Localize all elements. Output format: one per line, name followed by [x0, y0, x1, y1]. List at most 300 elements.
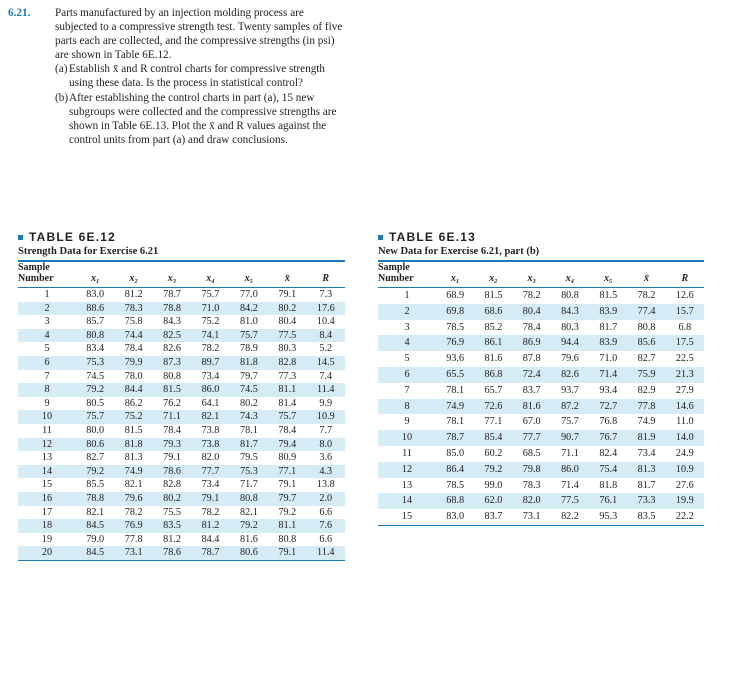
- table-row: [18, 397, 345, 411]
- table-cell: 78.5: [446, 479, 465, 491]
- table-cell: 81.6: [522, 400, 541, 412]
- table-cell: 79.5: [239, 452, 258, 464]
- table-cell: 93.6: [446, 353, 465, 365]
- table-cell: 93.4: [599, 384, 618, 396]
- table-cell: 80.4: [278, 316, 297, 328]
- table-cell: 82.7: [86, 452, 105, 464]
- table-cell: 69.8: [446, 305, 465, 317]
- table-cell: 81.5: [484, 290, 503, 301]
- table-cell: 75.2: [201, 316, 220, 328]
- table-cell: 10.9: [316, 411, 335, 423]
- table-cell: 5: [44, 343, 50, 355]
- table-cell: 71.7: [239, 479, 258, 491]
- table-cell: 83.0: [86, 289, 105, 300]
- table-cell: 84.4: [124, 384, 143, 396]
- table-cell: 12: [401, 463, 413, 475]
- table-cell: 78.8: [163, 302, 181, 314]
- table-cell: 81.5: [124, 424, 143, 436]
- table-cell: 79.1: [268, 546, 306, 560]
- table-cell: 78.7: [191, 546, 229, 560]
- table-cell: 77.4: [637, 305, 656, 317]
- table-cell: 9: [404, 416, 410, 428]
- table-cell: 80.0: [86, 424, 105, 436]
- table-cell: 78.3: [124, 302, 143, 314]
- table-cell: 71.0: [201, 302, 220, 314]
- table-cell: 2: [404, 305, 410, 317]
- table-cell: 71.1: [561, 447, 579, 459]
- column-header: x₁: [76, 262, 114, 288]
- column-header: x₅: [230, 262, 268, 288]
- table-cell: 79.1: [163, 452, 181, 464]
- table-cell: 78.1: [239, 424, 258, 436]
- table-cell: 65.7: [484, 384, 503, 396]
- table-row: [18, 356, 345, 370]
- table-cell: 82.6: [561, 368, 579, 380]
- table-cell: 80.4: [522, 305, 541, 317]
- table-cell: 17.5: [675, 337, 694, 349]
- table-row: [18, 302, 345, 316]
- table-cell: 81.1: [278, 384, 297, 396]
- table-cell: 82.0: [201, 452, 220, 464]
- table-cell: 77.1: [278, 465, 297, 477]
- table-cell: 12: [41, 438, 53, 450]
- column-header: Sample Number: [378, 262, 436, 288]
- table-cell: 8.4: [319, 329, 333, 341]
- table-cell: 82.7: [637, 353, 656, 365]
- table-cell: 77.3: [278, 370, 297, 382]
- table-cell: 9: [44, 397, 50, 409]
- table-cell: 85.0: [446, 447, 465, 459]
- table-row: [18, 438, 345, 452]
- table-cell: 9.9: [319, 397, 333, 409]
- table-cell: 17.6: [316, 302, 335, 314]
- table-cell: 74.5: [86, 370, 105, 382]
- table-cell: 78.3: [522, 479, 541, 491]
- table-cell: 68.6: [484, 305, 503, 317]
- table-cell: 75.7: [86, 411, 105, 423]
- table-cell: 82.1: [124, 479, 143, 491]
- table-cell: 2.0: [319, 492, 333, 504]
- table-row: [378, 430, 704, 446]
- table-cell: 79.8: [522, 463, 541, 475]
- table-cell: 74.3: [239, 411, 258, 423]
- table-row: [378, 288, 704, 304]
- table-cell: 11: [42, 424, 52, 436]
- table-row: [378, 446, 704, 462]
- table-cell: 71.4: [599, 368, 618, 380]
- table-cell: 80.6: [230, 546, 268, 560]
- table-cell: 4: [404, 337, 410, 349]
- table-cell: 13.8: [316, 479, 335, 491]
- table-cell: 79.2: [86, 384, 105, 396]
- table-cell: 81.1: [278, 520, 297, 532]
- table-cell: 82.1: [201, 411, 220, 423]
- table-cell: 78.2: [201, 343, 220, 355]
- part-b-label: (b): [55, 91, 69, 104]
- table-6e13-caption: New Data for Exercise 6.21, part (b): [378, 246, 540, 257]
- table-cell: 80.2: [278, 302, 297, 314]
- table-cell: 82.0: [522, 495, 541, 507]
- table-cell: 83.5: [627, 509, 665, 525]
- table-row: [378, 399, 704, 415]
- table-cell: 75.3: [239, 465, 258, 477]
- table-row: [18, 329, 345, 343]
- table-cell: 85.7: [86, 316, 105, 328]
- table-cell: 83.9: [599, 337, 618, 349]
- table-cell: 76.2: [163, 397, 181, 409]
- table-cell: 14.5: [316, 356, 335, 368]
- table-cell: 17: [41, 506, 53, 518]
- table-cell: 27.9: [675, 384, 694, 396]
- table-row: [18, 288, 345, 302]
- table-row: [18, 451, 345, 465]
- table-cell: 82.1: [86, 506, 105, 518]
- table-cell: 11.0: [676, 416, 694, 428]
- table-cell: 81.8: [599, 479, 618, 491]
- column-header: x₃: [513, 262, 551, 288]
- table-cell: 3.6: [319, 452, 333, 464]
- table-cell: 79.1: [201, 492, 220, 504]
- table-cell: 78.7: [446, 432, 465, 444]
- table-cell: 5: [404, 353, 410, 365]
- column-header: Sample Number: [18, 262, 76, 288]
- table-cell: 77.5: [561, 495, 579, 507]
- table-row: [378, 509, 704, 525]
- table-cell: 74.4: [124, 329, 143, 341]
- table-cell: 79.7: [278, 492, 297, 504]
- table-cell: 78.4: [522, 321, 541, 333]
- table-cell: 60.2: [484, 447, 503, 459]
- table-cell: 86.9: [522, 337, 541, 349]
- table-cell: 83.5: [163, 520, 181, 532]
- table-cell: 82.9: [637, 384, 656, 396]
- table-row: [378, 493, 704, 509]
- table-cell: 82.1: [239, 506, 258, 518]
- table-cell: 78.2: [201, 506, 220, 518]
- table-cell: 6.6: [319, 533, 333, 545]
- table-cell: 81.8: [239, 356, 258, 368]
- table-cell: 1: [404, 290, 410, 301]
- table-cell: 85.2: [484, 321, 503, 333]
- table-cell: 81.9: [637, 432, 656, 444]
- table-cell: 87.3: [163, 356, 181, 368]
- table-cell: 73.4: [201, 479, 220, 491]
- table-cell: 80.8: [163, 370, 181, 382]
- table-cell: 78.2: [124, 506, 143, 518]
- column-header: x₅: [589, 262, 627, 288]
- table-cell: 73.3: [637, 495, 656, 507]
- table-cell: 75.9: [637, 368, 656, 380]
- table-cell: 78.4: [278, 424, 297, 436]
- table-cell: 71.4: [561, 479, 579, 491]
- table-cell: 19.9: [675, 495, 694, 507]
- table-cell: 83.0: [436, 509, 474, 525]
- table-cell: 82.8: [278, 356, 297, 368]
- table-cell: 73.1: [114, 546, 152, 560]
- column-header: x₄: [551, 262, 589, 288]
- table-cell: 75.7: [561, 416, 579, 428]
- table-cell: 10.4: [316, 316, 335, 328]
- table-cell: 82.2: [551, 509, 589, 525]
- table-cell: 7.6: [319, 520, 333, 532]
- table-6e13-grid: [378, 262, 704, 526]
- table-cell: 77.7: [201, 465, 220, 477]
- table-row: [378, 383, 704, 399]
- table-cell: 15.7: [675, 305, 694, 317]
- table-row: [18, 315, 345, 329]
- table-cell: 79.2: [239, 520, 258, 532]
- table-cell: 80.6: [86, 438, 105, 450]
- table-cell: 15: [378, 509, 436, 525]
- table-cell: 3: [44, 316, 50, 328]
- table-cell: 78.4: [163, 424, 181, 436]
- table-cell: 7: [44, 370, 50, 382]
- table-cell: 86.0: [561, 463, 579, 475]
- part-b-text: After establishing the control charts in part (a), 15 new subgroups were collected and the compressive strengths are shown in Table 6E.13. Plot the x̄ and R values against the control units from part (a) and draw conclusions.: [69, 91, 337, 146]
- table-marker-icon: [378, 235, 383, 240]
- table-cell: 84.5: [76, 546, 114, 560]
- table-cell: 16: [41, 492, 53, 504]
- table-cell: 79.2: [86, 465, 105, 477]
- table-cell: 79.9: [124, 356, 143, 368]
- table-cell: 85.6: [637, 337, 656, 349]
- table-cell: 94.4: [561, 337, 579, 349]
- table-cell: 79.0: [86, 533, 105, 545]
- table-cell: 14.6: [675, 400, 694, 412]
- table-cell: 71.0: [599, 353, 618, 365]
- table-cell: 84.5: [86, 520, 105, 532]
- table-cell: 78.2: [637, 290, 656, 301]
- table-cell: 77.0: [239, 289, 258, 300]
- table-cell: 75.4: [599, 463, 618, 475]
- table-cell: 73.4: [637, 447, 656, 459]
- table-cell: 79.6: [124, 492, 143, 504]
- table-row: [18, 370, 345, 384]
- table-row: [378, 320, 704, 336]
- table-cell: 7.7: [319, 424, 333, 436]
- table-cell: 79.1: [278, 479, 297, 491]
- table-cell: 84.3: [561, 305, 579, 317]
- table-cell: 79.2: [278, 506, 297, 518]
- table-row: [18, 410, 345, 424]
- table-cell: 83.7: [474, 509, 512, 525]
- table-cell: 12.6: [675, 290, 694, 301]
- table-cell: 75.7: [239, 329, 258, 341]
- table-cell: 8: [404, 400, 410, 412]
- table-cell: 81.0: [239, 316, 258, 328]
- table-cell: 95.3: [589, 509, 627, 525]
- table-cell: 82.4: [599, 447, 618, 459]
- table-cell: 72.7: [599, 400, 618, 412]
- table-cell: 81.5: [599, 290, 618, 301]
- table-cell: 4.3: [319, 465, 333, 477]
- table-cell: 78.6: [163, 465, 181, 477]
- table-6e12-title: TABLE 6E.12: [29, 230, 116, 244]
- table-row: [18, 383, 345, 397]
- table-cell: 72.4: [522, 368, 541, 380]
- table-cell: 81.3: [124, 452, 143, 464]
- table-cell: 80.8: [86, 329, 105, 341]
- column-header: x̄: [627, 262, 665, 288]
- table-cell: 87.8: [522, 353, 541, 365]
- table-row: [378, 335, 704, 351]
- column-header: x₃: [153, 262, 191, 288]
- table-cell: 81.6: [484, 353, 503, 365]
- table-cell: 81.5: [163, 384, 181, 396]
- table-cell: 75.7: [278, 411, 297, 423]
- exercise-part-b: [55, 91, 343, 147]
- table-row: [378, 478, 704, 494]
- table-row: [378, 304, 704, 320]
- table-cell: 79.4: [278, 438, 297, 450]
- table-cell: 75.5: [163, 506, 181, 518]
- table-cell: 22.5: [675, 353, 694, 365]
- table-cell: 79.7: [239, 370, 258, 382]
- table-cell: 8: [44, 384, 50, 396]
- table-row: [18, 478, 345, 492]
- table-cell: 72.6: [484, 400, 503, 412]
- table-cell: 7.3: [319, 289, 333, 300]
- column-header: x₁: [436, 262, 474, 288]
- table-cell: 82.5: [163, 329, 181, 341]
- table-cell: 80.8: [239, 492, 258, 504]
- table-cell: 79.3: [163, 438, 181, 450]
- table-row: [18, 546, 345, 560]
- table-row: [378, 351, 704, 367]
- table-cell: 93.7: [561, 384, 579, 396]
- column-header: R: [307, 262, 345, 288]
- table-cell: 73.1: [513, 509, 551, 525]
- table-cell: 85.4: [484, 432, 503, 444]
- table-cell: 6.6: [319, 506, 333, 518]
- table-cell: 78.0: [124, 370, 143, 382]
- table-cell: 68.5: [522, 447, 541, 459]
- exercise-part-a: [55, 62, 343, 90]
- part-a-label: (a): [55, 63, 68, 76]
- table-cell: 18: [41, 520, 53, 532]
- table-cell: 80.8: [278, 533, 297, 545]
- table-row: [18, 424, 345, 438]
- table-cell: 78.1: [446, 384, 465, 396]
- table-cell: 78.8: [86, 492, 105, 504]
- table-cell: 22.2: [666, 509, 704, 525]
- table-cell: 80.3: [278, 343, 297, 355]
- part-a-text: Establish x̄ and R control charts for compressive strength using these data. Is the process in statistical control?: [69, 63, 326, 90]
- table-cell: 11.4: [317, 384, 335, 396]
- table-cell: 75.7: [201, 289, 220, 300]
- table-cell: 86.4: [446, 463, 465, 475]
- table-cell: 90.7: [561, 432, 579, 444]
- table-cell: 75.2: [124, 411, 143, 423]
- table-cell: 80.5: [86, 397, 105, 409]
- table-cell: 20: [18, 546, 76, 560]
- table-cell: 74.9: [124, 465, 143, 477]
- exercise-number: 6.21.: [8, 7, 31, 19]
- table-cell: 6: [404, 368, 410, 380]
- table-cell: 76.9: [446, 337, 465, 349]
- table-cell: 83.4: [86, 343, 105, 355]
- table-cell: 78.4: [124, 343, 143, 355]
- table-cell: 79.1: [278, 289, 297, 300]
- table-cell: 21.3: [675, 368, 694, 380]
- table-cell: 76.8: [599, 416, 618, 428]
- table-cell: 81.7: [599, 321, 618, 333]
- table-cell: 86.2: [124, 397, 143, 409]
- table-cell: 62.0: [484, 495, 503, 507]
- table-cell: 7.4: [319, 370, 333, 382]
- table-cell: 5.2: [319, 343, 333, 355]
- table-cell: 81.2: [163, 533, 181, 545]
- table-cell: 89.7: [201, 356, 220, 368]
- table-cell: 78.5: [446, 321, 465, 333]
- table-cell: 1: [44, 289, 50, 300]
- table-cell: 83.9: [599, 305, 618, 317]
- table-cell: 78.9: [239, 343, 258, 355]
- table-cell: 7: [404, 384, 410, 396]
- table-row: [18, 342, 345, 356]
- table-cell: 81.2: [201, 520, 220, 532]
- table-cell: 76.1: [599, 495, 618, 507]
- column-header: x₂: [474, 262, 512, 288]
- table-cell: 75.8: [124, 316, 143, 328]
- table-cell: 74.5: [239, 384, 258, 396]
- table-cell: 13: [41, 452, 53, 464]
- table-row: [18, 533, 345, 547]
- table-cell: 86.1: [484, 337, 503, 349]
- table-cell: 6.8: [678, 321, 692, 333]
- table-cell: 73.4: [201, 370, 220, 382]
- column-header: R: [666, 262, 704, 288]
- exercise-intro: Parts manufactured by an injection molding process are subjected to a compressive strength test. Twenty samples of five parts each are collected, and the compressive strengths (in psi) are shown in Table 6E.12.: [55, 7, 343, 62]
- table-cell: 75.3: [86, 356, 105, 368]
- table-cell: 2: [44, 302, 50, 314]
- table-6e12-label: [18, 230, 345, 244]
- table-cell: 3: [404, 321, 410, 333]
- table-cell: 81.4: [278, 397, 297, 409]
- table-cell: 78.7: [163, 289, 181, 300]
- column-header: x̄: [268, 262, 306, 288]
- table-cell: 14.0: [675, 432, 694, 444]
- table-cell: 84.4: [201, 533, 220, 545]
- column-header: x₂: [114, 262, 152, 288]
- table-cell: 80.2: [163, 492, 181, 504]
- table-cell: 80.3: [561, 321, 579, 333]
- table-6e12-grid: [18, 262, 345, 561]
- table-cell: 76.7: [599, 432, 618, 444]
- table-cell: 83.7: [522, 384, 541, 396]
- table-cell: 11.4: [307, 546, 345, 560]
- table-cell: 77.5: [278, 329, 297, 341]
- table-cell: 19: [41, 533, 53, 545]
- table-cell: 84.3: [163, 316, 181, 328]
- table-cell: 64.1: [201, 397, 220, 409]
- table-cell: 86.8: [484, 368, 503, 380]
- table-cell: 14: [401, 495, 413, 507]
- table-6e12-caption: Strength Data for Exercise 6.21: [18, 246, 159, 257]
- table-cell: 13: [401, 479, 413, 491]
- table-cell: 81.8: [124, 438, 143, 450]
- table-cell: 78.2: [522, 290, 541, 301]
- table-6e12: [18, 230, 345, 561]
- table-cell: 81.2: [124, 289, 143, 300]
- table-cell: 14: [41, 465, 53, 477]
- table-cell: 81.7: [239, 438, 258, 450]
- table-cell: 84.2: [239, 302, 258, 314]
- table-cell: 71.1: [163, 411, 181, 423]
- table-row: [18, 492, 345, 506]
- table-cell: 6: [44, 356, 50, 368]
- table-cell: 85.5: [86, 479, 105, 491]
